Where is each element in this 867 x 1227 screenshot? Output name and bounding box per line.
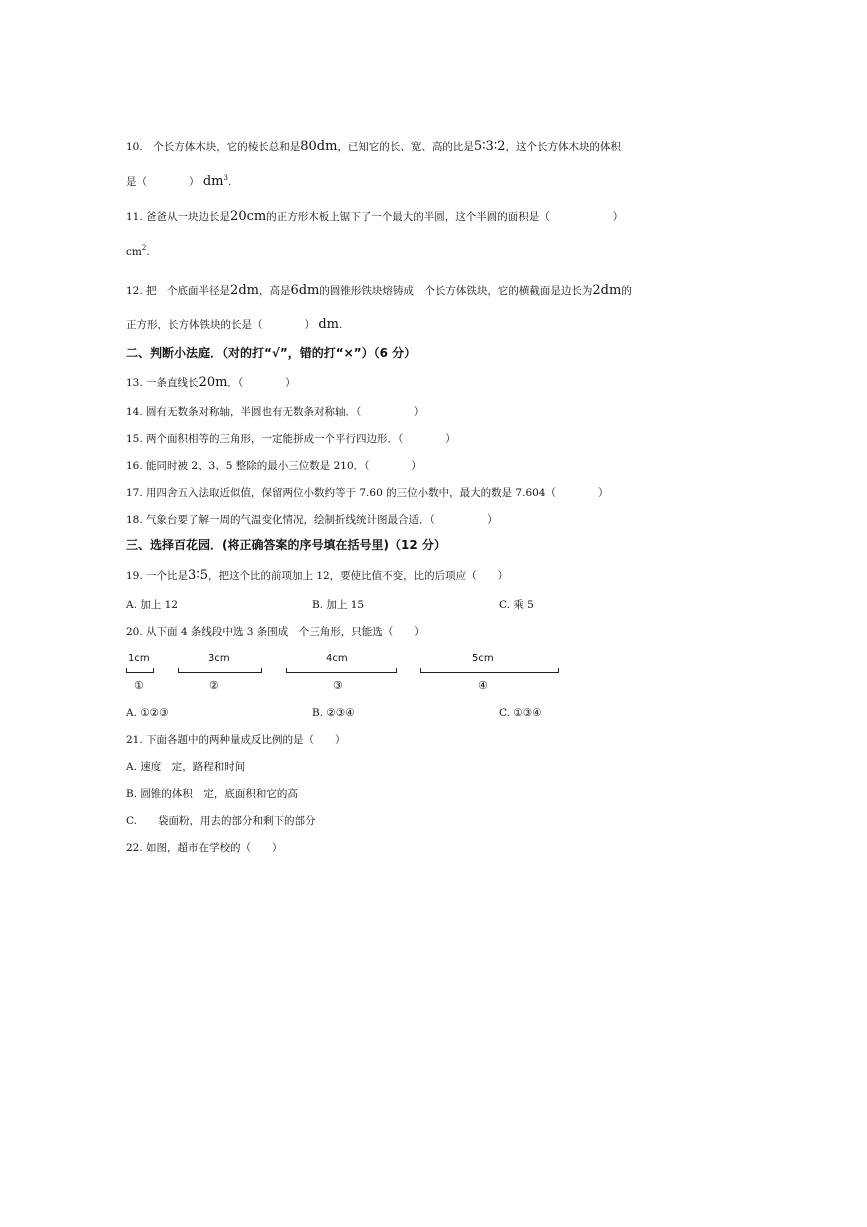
question-16: 16. 能同时被 2、3、5 整除的最小三位数是 210．（ ） xyxy=(126,460,422,472)
segment-4-mark: ④ xyxy=(478,679,488,692)
section-3-heading: 三、选择百花园．(将正确答案的序号填在括号里)（12 分） xyxy=(126,538,446,552)
question-14: 14. 圆有无数条对称轴，半圆也有无数条对称轴．（ ） xyxy=(126,406,425,418)
segment-1-mark: ① xyxy=(134,679,144,692)
segment-3 xyxy=(286,667,397,673)
segment-2-label: 3cm xyxy=(208,653,230,664)
section-2-heading: 二、判断小法庭．（对的打“√”，错的打“×”）（6 分） xyxy=(126,346,417,360)
segment-3-mark: ③ xyxy=(333,679,343,692)
question-20-option-b: B. ②③④ xyxy=(312,707,355,719)
segment-2-mark: ② xyxy=(209,679,219,692)
question-22: 22. 如图，超市在学校的（ ） xyxy=(126,842,283,854)
question-11-line1: 11. 爸爸从一块边长是20cm的正方形木板上锯下了一个最大的半圆，这个半圆的面积是（ ） xyxy=(126,209,624,224)
question-21-option-b: B. 圆锥的体积 定，底面积和它的高 xyxy=(126,788,298,800)
question-21: 21. 下面各题中的两种量成反比例的是（ ） xyxy=(126,734,346,746)
question-20-option-a: A. ①②③ xyxy=(126,707,169,719)
segment-4-label: 5cm xyxy=(472,653,494,664)
segment-2 xyxy=(178,667,262,673)
question-19-option-c: C. 乘 5 xyxy=(499,599,534,611)
question-19-option-b: B. 加上 15 xyxy=(312,599,365,611)
question-20-option-c: C. ①③④ xyxy=(499,707,542,719)
question-18: 18. 气象台要了解一周的气温变化情况，绘制折线统计图最合适．（ ） xyxy=(126,514,498,526)
question-13: 13. 一条直线长20m．（ ） xyxy=(126,375,296,390)
question-19: 19. 一个比是3∶5，把这个比的前项加上 12，要使比值不变，比的后项应（ ） xyxy=(126,568,509,583)
question-19-option-a: A. 加上 12 xyxy=(126,599,178,611)
question-10-line2: 是（ ） $dm^3$. xyxy=(126,174,232,189)
question-12-line1: 12. 把 个底面半径是2dm，高是6dm的圆锥形铁块熔铸成 个长方体铁块，它的横截面是边长为2dm的 xyxy=(126,283,632,298)
question-21-option-a: A. 速度 定，路程和时间 xyxy=(126,761,246,773)
question-17: 17. 用四舍五入法取近似值，保留两位小数约等于 7.60 的三位小数中，最大的数是 7.604（ ） xyxy=(126,487,609,499)
segment-4 xyxy=(420,667,559,673)
question-20: 20. 从下面 4 条线段中选 3 条围成 个三角形，只能选（ ） xyxy=(126,626,425,638)
question-11-line2: $cm^2$. xyxy=(126,244,150,258)
segment-1-label: 1cm xyxy=(128,653,150,664)
question-10-line1: 10. 个长方体木块，它的棱长总和是80dm，已知它的长、宽、高的比是5∶3∶2，这个长方体木块的体积 xyxy=(126,139,621,154)
question-12-line2: 正方形，长方体铁块的长是（ ） dm. xyxy=(126,317,343,332)
question-21-option-c: C. 袋面粉，用去的部分和剩下的部分 xyxy=(126,815,316,827)
segment-1 xyxy=(126,667,154,673)
segment-3-label: 4cm xyxy=(326,653,348,664)
question-15: 15. 两个面积相等的三角形，一定能拼成一个平行四边形．（ ） xyxy=(126,433,456,445)
